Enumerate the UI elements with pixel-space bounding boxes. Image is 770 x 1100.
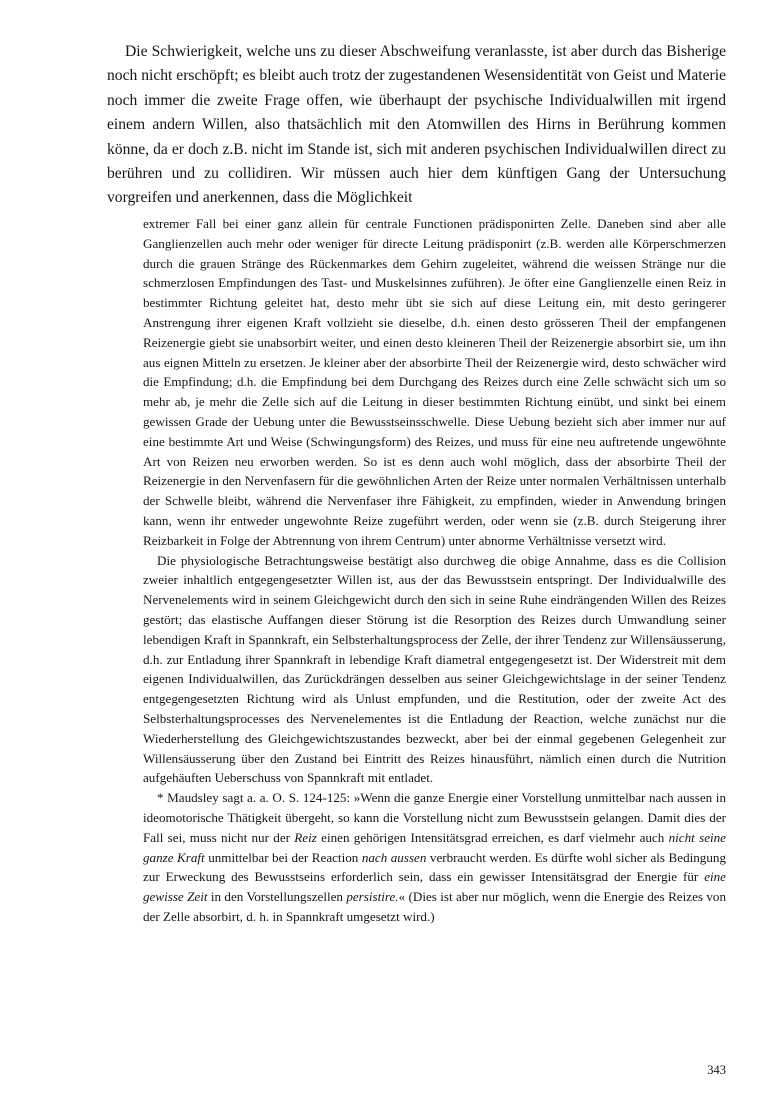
- footnote-segment: einen gehörigen Intensitätsgrad erreichen, es darf vielmehr auch: [316, 829, 669, 845]
- footnote-segment: nicht seine ganze Kraft: [143, 829, 726, 865]
- footnote-paragraph: [143, 788, 726, 927]
- footnote-segment: persistire.: [346, 889, 399, 905]
- footnote-segment: Reiz: [294, 829, 317, 845]
- footnote-segment: « (Dies ist aber nur möglich, wenn die Energie des Reizes von der Zelle absorbirt, d. h. in Spannkraft umgesetzt wird.): [143, 889, 726, 924]
- footnote-segment: * Maudsley sagt a. a. O. S. 124-125: »Wenn die ganze Energie einer Vorstellung unmittelbar nach aussen in ideomotorische Thätigkeit übergeht, so kann die Vorstellung nicht zum Bewusstsein gelangen. Damit dies der Fall sei, muss nicht nur der: [143, 790, 726, 845]
- footnote-segment: in den Vorstellungszellen: [207, 889, 347, 905]
- small-paragraph-2: Die physiologische Betrachtungsweise bestätigt also durchweg die obige Annahme, dass es die Collision zweier inhaltlich entgegengesetzter Willen ist, aus der das Bewusstsein entspringt. Der Individualwille des Nervenelements wird in seinem Gleichgewicht durch den sich in seine Ruhe eindrängenden Willen des Reizes gestört; das elastische Auffangen dieser Störung ist die Resorption des Reizes durch Umwandlung seiner lebendigen Kraft in Spannkraft, ein Selbsterhaltungsprocess der Zelle, der ihrer Tendenz zur Willensäusserung, d.h. zur Entladung ihrer Spannkraft in lebendige Kraft diametral entgegengesetzt ist. Der Widerstreit mit dem eigenen Individualwillen, das Zurückdrängen desselben aus seiner Gleichgewichtslage in der seiner Tendenz entgegengesetzten Richtung wird als Unlust empfunden, und die Restitution, oder der zweite Act des Selbsterhaltungsprocesses des Nervenelementes ist die Entladung der Reaction, welche zunächst nur die Wiederherstellung des Gleichgewichtszustandes bezweckt, aber bei der einmal gegebenen Gelegenheit zur Willensäusserung über den Zustand bei Eintritt des Reizes hinausführt, nämlich einen durch die Nutrition aufgehäuften Ueberschuss von Spannkraft mit entladet.: [143, 552, 726, 786]
- footnote-segment: eine gewisse Zeit: [143, 869, 726, 905]
- footnote-segment: nach aussen: [361, 849, 427, 865]
- main-paragraph: Die Schwierigkeit, welche uns zu dieser Abschweifung veranlasste, ist aber durch das Bisherige noch nicht erschöpft; es bleibt auch trotz der zugestandenen Wesensidentität von Geist und Materie noch immer die zweite Frage offen, wie überhaupt der psychische Individualwillen mit irgend einem andern Willen, also thatsächlich mit den Atomwillen des Hirns in Berührung kommen könne, da er doch z.B. nicht im Stande ist, sich mit anderen psychischen Individualwillen direct zu berühren und zu collidiren. Wir müssen auch hier dem künftigen Gang der Untersuchung vorgreifen und anerkennen, dass die Möglichkeit: [107, 43, 726, 207]
- page-number: 343: [707, 1063, 726, 1077]
- footnote-segment: unmittelbar bei der Reaction: [204, 849, 362, 865]
- footnote-segment: verbraucht werden. Es dürfte wohl sicher als Bedingung zur Erweckung des Bewusstseins erforderlich sein, dass ein gewisser Intensitätsgrad der Energie für: [143, 849, 726, 885]
- small-print-block: [143, 214, 726, 927]
- small-paragraph-1: extremer Fall bei einer ganz allein für centrale Functionen prädisponirten Zelle. Daneben sind aber alle Ganglienzellen auch mehr oder weniger für directe Leitung prädisponirt (z.B. werden alle Körperschmerzen durch die grauen Stränge des Rückenmarkes dem Gehirn zugeleitet, während die weissen Stränge nur die schmerzlosen Empfindungen des Tast- und Muskelsinnes zuführen). Je öfter eine Ganglienzelle einen Reiz in bestimmter Richtung geleitet hat, desto mehr übt sie sich auf diese Leitung ein, mit desto geringerer Anstrengung ihrer eigenen Kraft vollzieht sie dieselbe, d.h. einen desto grösseren Theil der empfangenen Reizenergie giebt sie unabsorbirt weiter, und einen desto kleineren Theil der Reizenergie absorbirt sie, um ihn aus eignen Mitteln zu ersetzen. Je kleiner aber der absorbirte Theil der Reizenergie wird, desto schwächer wird die Empfindung; d.h. die Empfindung bei dem Durchgang des Reizes durch eine Zelle schwächt sich um so mehr ab, je mehr die Zelle sich auf die Leitung in dieser bestimmten Richtung einübt, und sinkt bei einem gewissen Grade der Uebung unter die Bewusstseinsschwelle. Diese Uebung bezieht sich aber immer nur auf eine bestimmte Art und Weise (Schwingungsform) des Reizes, und muss für eine neu auftretende ungewöhnte Art von Reizen neu erworben werden. So ist es denn auch wohl möglich, dass der absorbirte Theil der Reizenergie in den Nervenfasern für die gewöhnlichen Arten der Reize unter normalen Verhältnissen unterhalb der Schwelle bleibt, während die Nervenfaser ihre Fähigkeit, zu empfinden, wieder in Anwendung bringen kann, wenn ihr entweder ungewohnte Reize zugeführt werden, oder wenn sie (z.B. durch Steigerung ihrer Reizbarkeit in Folge der Abtrennung von ihrem Centrum) unter abnorme Verhältnisse versetzt wird.: [143, 216, 726, 548]
